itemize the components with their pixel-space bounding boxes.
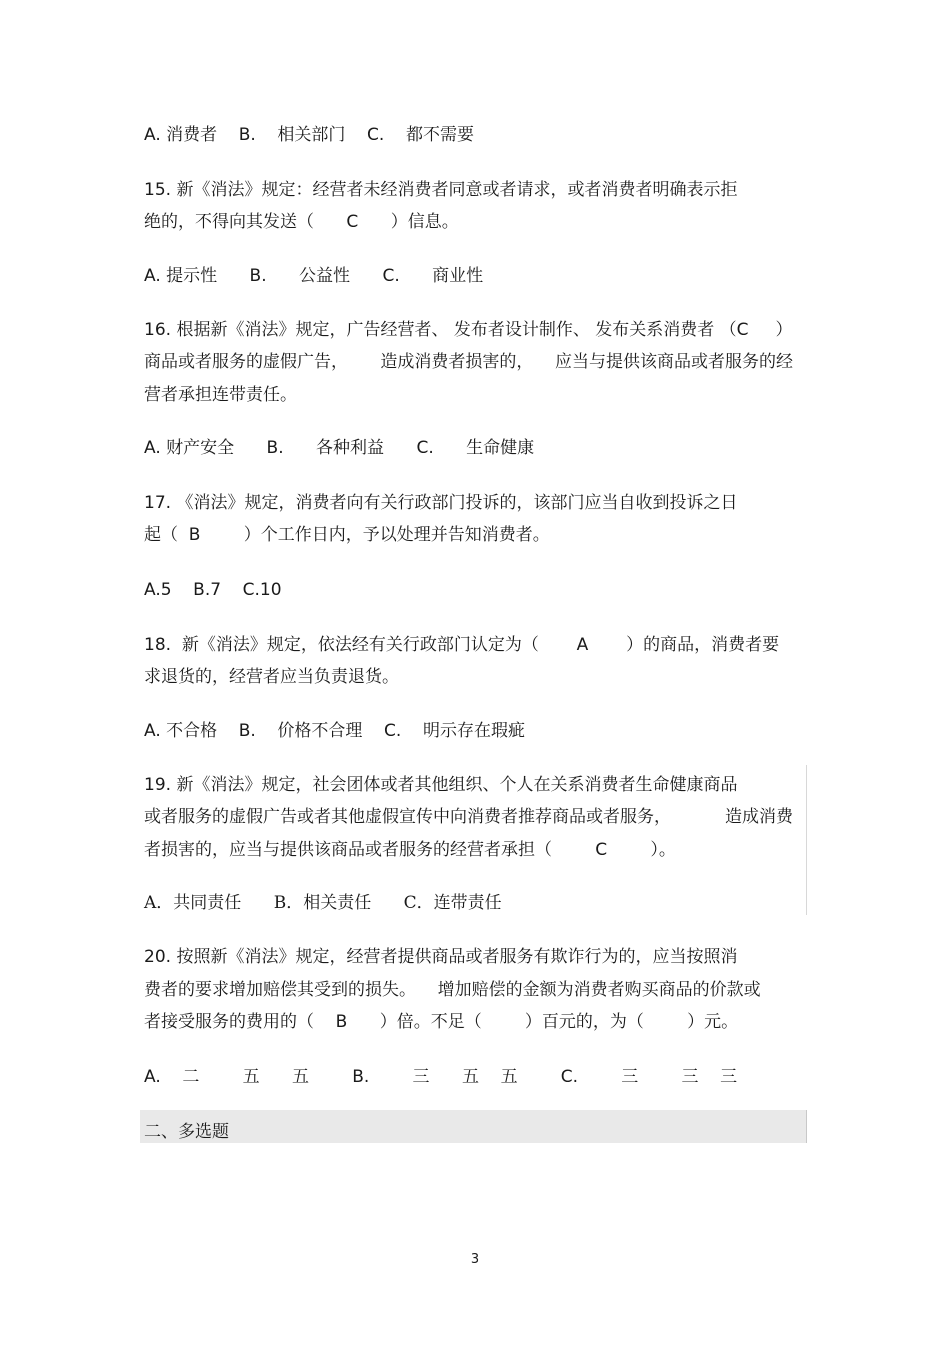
q20-line-3: 者接受服务的费用的（ B ）倍。不足（ ）百元的，为（ ）元。 <box>144 1012 739 1032</box>
q18-line-2: 求退货的，经营者应当负责退货。 <box>144 667 399 687</box>
q17-line-2: 起（ B ）个工作日内，予以处理并告知消费者。 <box>144 525 550 545</box>
section-title: 二、多选题 <box>144 1122 229 1142</box>
q16-line-1: 16. 根据新《消法》规定，广告经营者、 发布者设计制作、 发布关系消费者 （C ） <box>144 320 793 340</box>
q14-options: A. 消费者 B. 相关部门 C. 都不需要 <box>144 125 474 145</box>
q19-line-1: 19. 新《消法》规定，社会团体或者其他组织、个人在关系消费者生命健康商品 <box>144 775 738 795</box>
q15-line-1: 15. 新《消法》规定：经营者未经消费者同意或者请求，或者消费者明确表示拒 <box>144 180 738 200</box>
page-number: 3 <box>470 1252 480 1267</box>
q19-line-3: 者损害的，应当与提供该商品或者服务的经营者承担（ C ）。 <box>144 840 676 860</box>
section-header-band <box>140 1110 807 1143</box>
q18-options: A. 不合格 B. 价格不合理 C. 明示存在瑕疵 <box>144 721 525 741</box>
q20-line-2: 费者的要求增加赔偿其受到的损失。 增加赔偿的金额为消费者购买商品的价款或 <box>144 980 761 1000</box>
q19-line-2: 或者服务的虚假广告或者其他虚假宣传中向消费者推荐商品或者服务， 造成消费 <box>144 807 794 827</box>
q20-options: A. 二 五 五 B. 三 五 五 C. 三 三 三 <box>144 1067 738 1087</box>
q18-line-1: 18. 新《消法》规定，依法经有关行政部门认定为（ A ）的商品，消费者要 <box>144 635 780 655</box>
q20-line-1: 20. 按照新《消法》规定，经营者提供商品或者服务有欺诈行为的，应当按照消 <box>144 947 738 967</box>
q16-line-3: 营者承担连带责任。 <box>144 385 297 405</box>
q16-options: A. 财产安全 B. 各种利益 C. 生命健康 <box>144 438 535 458</box>
q15-line-2: 绝的，不得向其发送（ C ）信息。 <box>144 212 459 232</box>
q17-line-1: 17. 《消法》规定，消费者向有关行政部门投诉的，该部门应当自收到投诉之日 <box>144 493 738 513</box>
q19-options: A．共同责任 B．相关责任 C．连带责任 <box>144 893 502 913</box>
q16-line-2: 商品或者服务的虚假广告， 造成消费者损害的， 应当与提供该商品或者服务的经 <box>144 352 794 372</box>
q15-options: A. 提示性 B. 公益性 C. 商业性 <box>144 266 484 286</box>
q17-options: A.5 B.7 C.10 <box>144 580 282 600</box>
